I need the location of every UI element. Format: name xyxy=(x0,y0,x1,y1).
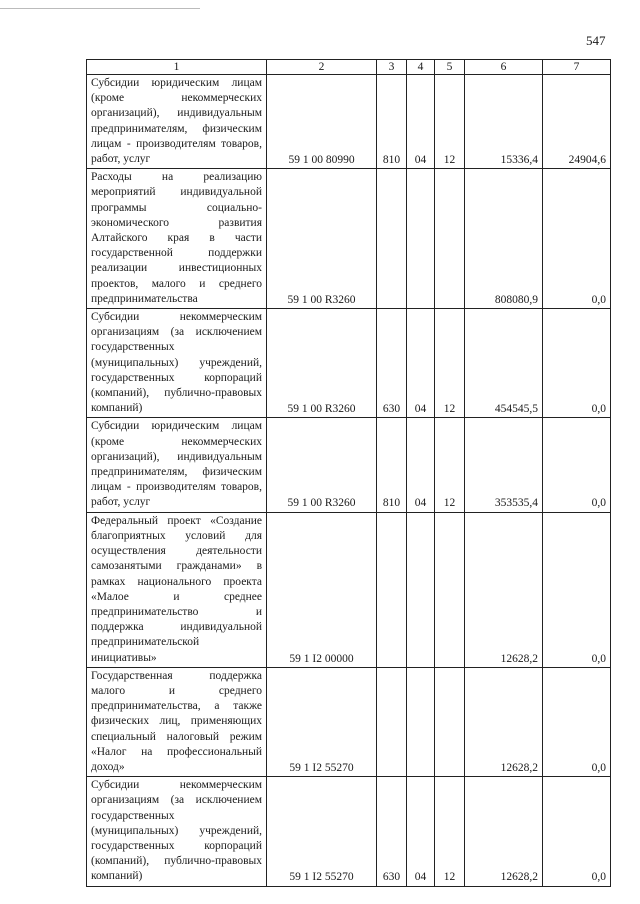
row-vr: 630 xyxy=(377,309,407,418)
page-number: 547 xyxy=(586,33,606,48)
table-row xyxy=(87,512,611,667)
header-cell-4: 4 xyxy=(407,60,435,75)
row-rz: 04 xyxy=(407,75,435,169)
row-rz xyxy=(407,512,435,667)
row-code: 59 1 I2 55270 xyxy=(267,777,377,886)
row-sum-2: 0,0 xyxy=(543,667,611,776)
row-sum-1: 12628,2 xyxy=(465,512,543,667)
row-pr xyxy=(435,667,465,776)
row-sum-1: 454545,5 xyxy=(465,309,543,418)
row-code: 59 1 I2 00000 xyxy=(267,512,377,667)
row-code: 59 1 00 80990 xyxy=(267,75,377,169)
header-cell-6: 6 xyxy=(465,60,543,75)
row-rz xyxy=(407,169,435,309)
row-vr xyxy=(377,667,407,776)
row-pr xyxy=(435,512,465,667)
table-header-row xyxy=(87,60,611,75)
row-rz: 04 xyxy=(407,777,435,886)
row-sum-1: 353535,4 xyxy=(465,418,543,512)
row-name: Расходы на реализацию мероприятий индивидуальной программы социально-экономического развития Алтайского края в части государственной поддержки реализации инвестиционных проектов, малого и среднего предпринимательства xyxy=(87,169,267,309)
row-vr: 630 xyxy=(377,777,407,886)
row-code: 59 1 00 R3260 xyxy=(267,309,377,418)
row-name: Субсидии некоммерческим организациям (за исключением государственных (муниципальных) учреждений, государственных корпораций (компаний), публично-правовых компаний) xyxy=(87,309,267,418)
header-cell-7: 7 xyxy=(543,60,611,75)
row-pr: 12 xyxy=(435,75,465,169)
scan-edge-line xyxy=(0,8,200,9)
row-sum-2: 0,0 xyxy=(543,309,611,418)
row-name: Субсидии юридическим лицам (кроме некоммерческих организаций), индивидуальным предпринимателям, физическим лицам - производителям товаров, работ, услуг xyxy=(87,75,267,169)
row-sum-1: 15336,4 xyxy=(465,75,543,169)
row-code: 59 1 00 R3260 xyxy=(267,169,377,309)
row-pr xyxy=(435,169,465,309)
row-code: 59 1 I2 55270 xyxy=(267,667,377,776)
row-pr: 12 xyxy=(435,777,465,886)
table-row xyxy=(87,418,611,512)
row-sum-2: 0,0 xyxy=(543,169,611,309)
row-rz: 04 xyxy=(407,418,435,512)
row-sum-1: 808080,9 xyxy=(465,169,543,309)
header-cell-5: 5 xyxy=(435,60,465,75)
row-sum-2: 0,0 xyxy=(543,512,611,667)
row-vr xyxy=(377,169,407,309)
row-vr: 810 xyxy=(377,418,407,512)
header-cell-2: 2 xyxy=(267,60,377,75)
row-sum-2: 0,0 xyxy=(543,418,611,512)
row-pr: 12 xyxy=(435,309,465,418)
table-row xyxy=(87,777,611,886)
row-rz xyxy=(407,667,435,776)
table-row xyxy=(87,309,611,418)
row-name: Субсидии некоммерческим организациям (за исключением государственных (муниципальных) учреждений, государственных корпораций (компаний), публично-правовых компаний) xyxy=(87,777,267,886)
row-name: Федеральный проект «Создание благоприятных условий для осуществления деятельности самозанятыми гражданами» в рамках национального проекта «Малое и среднее предпринимательство и поддержка индивидуальной предпринимательской инициативы» xyxy=(87,512,267,667)
header-cell-3: 3 xyxy=(377,60,407,75)
row-sum-2: 0,0 xyxy=(543,777,611,886)
budget-table xyxy=(86,59,611,887)
header-cell-1: 1 xyxy=(87,60,267,75)
table-row xyxy=(87,169,611,309)
row-vr: 810 xyxy=(377,75,407,169)
table-row xyxy=(87,75,611,169)
row-pr: 12 xyxy=(435,418,465,512)
row-rz: 04 xyxy=(407,309,435,418)
row-vr xyxy=(377,512,407,667)
row-sum-1: 12628,2 xyxy=(465,777,543,886)
row-name: Субсидии юридическим лицам (кроме некоммерческих организаций), индивидуальным предпринимателям, физическим лицам - производителям товаров, работ, услуг xyxy=(87,418,267,512)
row-name: Государственная поддержка малого и среднего предпринимательства, а также физических лиц, применяющих специальный налоговый режим «Налог на профессиональный доход» xyxy=(87,667,267,776)
table-row xyxy=(87,667,611,776)
row-sum-2: 24904,6 xyxy=(543,75,611,169)
row-sum-1: 12628,2 xyxy=(465,667,543,776)
row-code: 59 1 00 R3260 xyxy=(267,418,377,512)
